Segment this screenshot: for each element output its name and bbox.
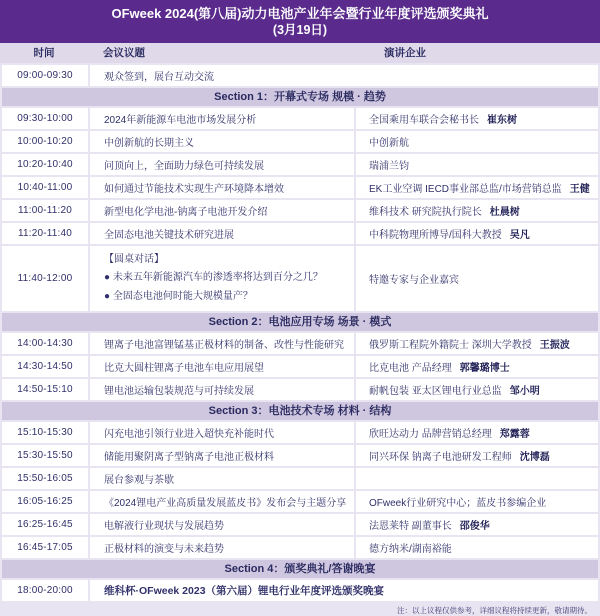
schedule-body: [0, 63, 600, 602]
topic-cell: 《2024锂电产业高质量发展蓝皮书》发布会与主题分享: [90, 491, 354, 512]
time-cell: 10:40-11:00: [2, 177, 88, 198]
speaker-role: 比克电池 产品经理: [369, 363, 452, 375]
speaker-cell: [356, 537, 598, 558]
speaker-cell: [356, 108, 598, 129]
speaker-name: 吴凡: [509, 229, 530, 241]
schedule-row: [2, 154, 598, 175]
topic-cell: 锂电池运输包装规范与可持续发展: [90, 379, 354, 400]
topic-cell: 如何通过节能技术实现生产环境降本增效: [90, 177, 354, 198]
time-cell: 18:00-20:00: [2, 580, 88, 601]
speaker-cell: [356, 514, 598, 535]
schedule-row: [2, 131, 598, 152]
speaker-role: 全国乘用车联合会秘书长: [369, 114, 479, 126]
event-banner: [0, 0, 600, 43]
topic-cell: 电解液行业现状与发展趋势: [90, 514, 354, 535]
speaker-role: 耐帆包装 亚太区锂电行业总监: [369, 386, 502, 398]
schedule-row: [2, 356, 598, 377]
schedule-row: [2, 200, 598, 221]
speaker-cell: [356, 356, 598, 377]
topic-cell: 比克大圆柱锂离子电池车电应用展望: [90, 356, 354, 377]
schedule-row: [2, 333, 598, 354]
speaker-cell: [356, 223, 598, 244]
time-cell: 11:20-11:40: [2, 223, 88, 244]
time-cell: 09:30-10:00: [2, 108, 88, 129]
time-cell: 15:50-16:05: [2, 468, 88, 489]
schedule-row: [2, 580, 598, 601]
schedule-row: [2, 223, 598, 244]
speaker-cell: [356, 491, 598, 512]
speaker-role: 同兴环保 钠离子电池研发工程师: [369, 452, 512, 464]
time-cell: 14:50-15:10: [2, 379, 88, 400]
speaker-name: 王健: [569, 183, 590, 195]
time-cell: 09:00-09:30: [2, 65, 88, 86]
schedule-row: [2, 491, 598, 512]
schedule-row: [2, 537, 598, 558]
speaker-cell: [356, 422, 598, 443]
topic-cell: 全固态电池关键技术研究进展: [90, 223, 354, 244]
time-cell: 10:00-10:20: [2, 131, 88, 152]
speaker-name: 邹小明: [509, 386, 540, 398]
column-header-topic: 会议议题: [103, 47, 145, 60]
footnote: 注：以上议程仅供参考，详细议程将持续更新，敬请期待。: [397, 606, 592, 616]
time-cell: 15:10-15:30: [2, 422, 88, 443]
speaker-role: 欣旺达动力 品牌营销总经理: [369, 429, 492, 441]
time-cell: 11:00-11:20: [2, 200, 88, 221]
topic-cell: 储能用聚阴离子型钠离子电池正极材料: [90, 445, 354, 466]
speaker-cell: [356, 333, 598, 354]
speaker-role: 俄罗斯工程院外籍院士 深圳大学教授: [369, 340, 532, 352]
schedule-row: [2, 246, 598, 312]
topic-cell: 观众签到，展台互动交流: [90, 65, 598, 86]
speaker-role: 瑞浦兰钧: [369, 160, 409, 172]
time-cell: 16:05-16:25: [2, 491, 88, 512]
topic-line: ● 未来五年新能源汽车的渗透率将达到百分之几？: [104, 272, 323, 284]
speaker-cell: [356, 154, 598, 175]
topic-cell: 问顶向上，全面助力绿色可持续发展: [90, 154, 354, 175]
topic-line: ● 全固态电池何时能大规模量产？: [104, 290, 253, 302]
speaker-role: 特邀专家与企业嘉宾: [369, 274, 459, 286]
speaker-role: 中科院物理所博导/国科大教授: [369, 229, 502, 241]
schedule-row: [2, 65, 598, 86]
speaker-name: 崔东树: [487, 114, 517, 126]
section-header: Section 4：颁奖典礼/答谢晚宴: [2, 560, 598, 578]
event-title: OFweek 2024(第八届)动力电池产业年会暨行业年度评选颁奖典礼: [111, 6, 489, 21]
section-header: Section 3：电池技术专场 材料 · 结构: [2, 402, 598, 420]
column-header-time: 时间: [33, 47, 55, 60]
topic-cell: 展台参观与茶歇: [90, 468, 354, 489]
topic-line: 【圆桌对话】: [104, 253, 164, 265]
speaker-role: 维科技术 研究院执行院长: [369, 206, 482, 218]
time-cell: 11:40-12:00: [2, 246, 88, 312]
speaker-cell: [356, 177, 598, 198]
schedule-row: [2, 379, 598, 400]
speaker-cell: [356, 200, 598, 221]
speaker-name: 沈博磊: [519, 452, 550, 464]
column-header-speaker: 演讲企业: [384, 47, 426, 60]
speaker-name: 邵俊华: [459, 521, 490, 533]
speaker-name: 王振波: [539, 340, 570, 352]
schedule-row: [2, 108, 598, 129]
speaker-role: 德方纳米/湖南裕能: [369, 544, 452, 556]
speaker-cell: [356, 131, 598, 152]
schedule-row: [2, 422, 598, 443]
schedule-row: [2, 468, 598, 489]
speaker-cell: [356, 468, 598, 489]
time-cell: 16:45-17:05: [2, 537, 88, 558]
time-cell: 10:20-10:40: [2, 154, 88, 175]
speaker-name: 郭馨璐博士: [459, 363, 510, 375]
topic-cell: [90, 246, 354, 312]
time-cell: 14:30-14:50: [2, 356, 88, 377]
topic-cell: 闪充电池引领行业进入超快充补能时代: [90, 422, 354, 443]
topic-cell: 中创新航的长期主义: [90, 131, 354, 152]
schedule-row: [2, 177, 598, 198]
topic-cell: 锂离子电池富锂锰基正极材料的制备、改性与性能研究: [90, 333, 354, 354]
speaker-role: OFweek行业研究中心；蓝皮书参编企业: [369, 498, 547, 510]
speaker-role: 法恩莱特 副董事长: [369, 521, 452, 533]
speaker-cell: [356, 379, 598, 400]
schedule-row: [2, 445, 598, 466]
section-header: Section 1：开幕式专场 规模 · 趋势: [2, 88, 598, 106]
table-column-header: [0, 43, 600, 63]
speaker-cell: [356, 445, 598, 466]
speaker-name: 郑露蓉: [499, 429, 530, 441]
speaker-role: 中创新航: [369, 137, 409, 149]
topic-cell: 新型电化学电池-钠离子电池开发介绍: [90, 200, 354, 221]
speaker-role: EK工业空调 IECD事业部总监/市场营销总监: [369, 183, 562, 195]
speaker-name: 杜晨树: [489, 206, 520, 218]
speaker-cell: [356, 246, 598, 312]
time-cell: 14:00-14:30: [2, 333, 88, 354]
time-cell: 16:25-16:45: [2, 514, 88, 535]
schedule-row: [2, 514, 598, 535]
section-header: Section 2：电池应用专场 场景 · 模式: [2, 313, 598, 331]
event-date: (3月19日): [272, 23, 328, 38]
topic-cell: 正极材料的演变与未来趋势: [90, 537, 354, 558]
topic-cell: 2024年新能源车电池市场发展分析: [90, 108, 354, 129]
topic-cell: 维科杯·OFweek 2023（第六届）锂电行业年度评选颁奖晚宴: [90, 580, 598, 601]
time-cell: 15:30-15:50: [2, 445, 88, 466]
